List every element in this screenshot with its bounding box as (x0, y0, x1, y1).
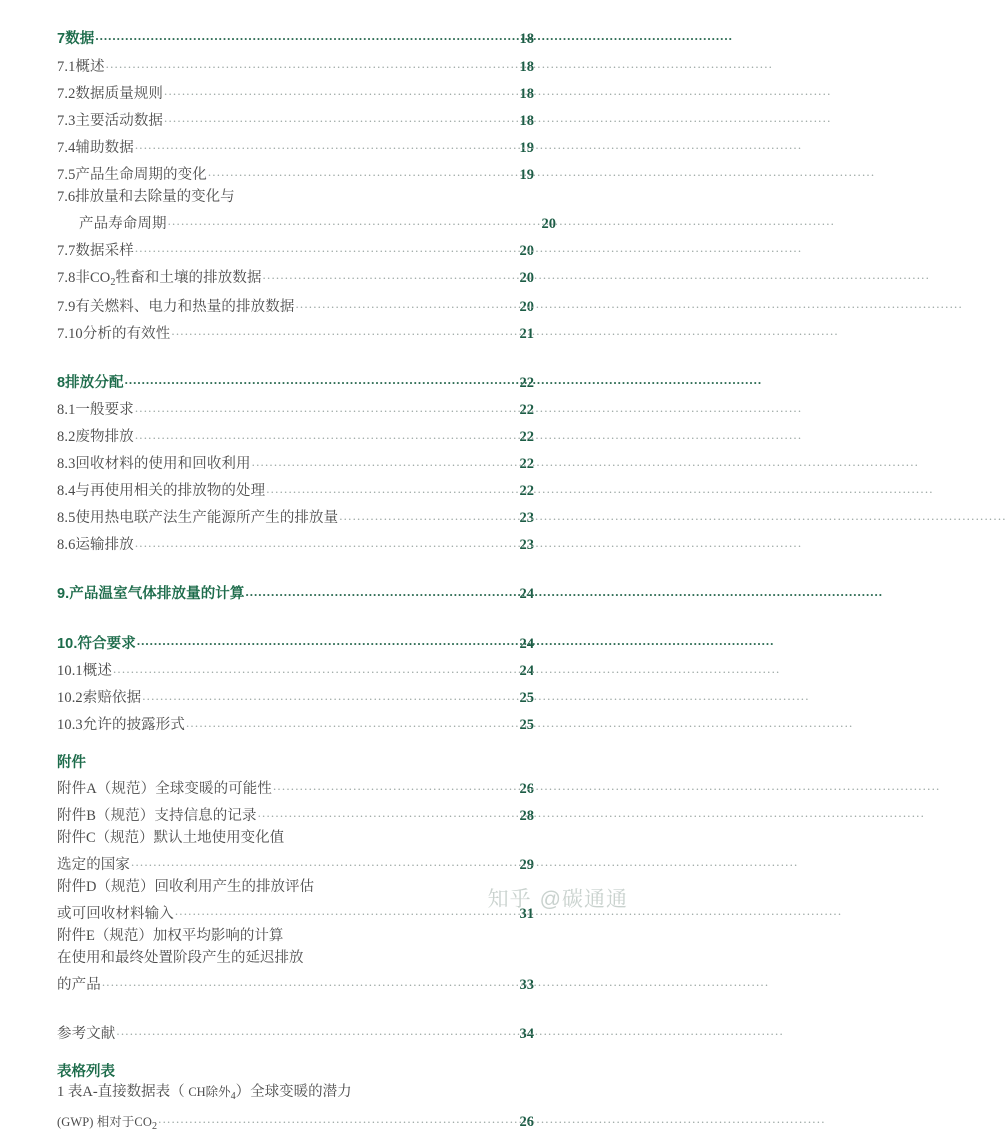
dot-leader (131, 853, 517, 869)
dot-leader (116, 1022, 516, 1038)
toc-entry-label: 10.3允许的披露形式 (57, 717, 185, 734)
label-pre: 7.8非CO (57, 269, 111, 286)
toc-entry-label (57, 271, 262, 288)
toc-entry-7-1[interactable] (57, 55, 534, 75)
section-gap (57, 610, 534, 632)
toc-entry-8-4[interactable] (57, 479, 534, 499)
toc-entry-7-5[interactable] (57, 163, 534, 183)
toc-entry-references[interactable] (57, 1022, 534, 1042)
dot-leader (135, 533, 517, 549)
toc-heading-label: 7数据 (57, 31, 95, 47)
annex-entry-d-line2[interactable] (57, 902, 534, 922)
toc-page-number: 34 (519, 1025, 534, 1042)
toc-entry-8-5[interactable] (57, 506, 534, 526)
dot-leader (208, 163, 517, 179)
toc-page-number: 18 (519, 58, 534, 75)
dot-leader (102, 973, 517, 989)
toc-page-number: 22 (519, 402, 534, 419)
toc-entry-label: 参考文献 (57, 1025, 116, 1042)
annex-title: 附件 (57, 755, 86, 772)
toc-entry-label: 10.2索赔依据 (57, 690, 142, 707)
toc-page-number: 25 (519, 717, 534, 734)
section-gap (57, 349, 534, 371)
toc-heading-10[interactable] (57, 632, 534, 652)
toc-entry-label: 7.1概述 (57, 58, 105, 75)
dot-leader (95, 27, 516, 43)
chemical-subscript: 2 (110, 276, 116, 288)
dot-leader (295, 295, 516, 311)
toc-entry-label: 8.2废物排放 (57, 429, 134, 446)
section-gap (57, 1000, 534, 1022)
annex-entry-e-line2[interactable]: 在使用和最终处置阶段产生的延迟排放 (57, 949, 304, 966)
dot-leader (246, 582, 517, 598)
toc-page-number: 20 (519, 298, 534, 315)
toc-entry-label-cont (57, 1115, 157, 1132)
dot-leader (273, 777, 517, 793)
toc-entry-10-1[interactable] (57, 659, 534, 679)
toc-entry-8-1[interactable] (57, 398, 534, 418)
tables-list-entry-line2[interactable] (57, 1110, 534, 1132)
toc-entry-label: 8.6运输排放 (57, 537, 134, 554)
label-post: 牲畜和土壤的排放数据 (115, 269, 262, 286)
toc-entry-label: 7.3主要活动数据 (57, 112, 164, 129)
toc-entry-7-2[interactable] (57, 82, 534, 102)
dot-leader (258, 804, 517, 820)
toc-entry-label: 7.2数据质量规则 (57, 85, 164, 102)
toc-page-number: 24 (519, 663, 534, 680)
toc-heading-label: 8排放分配 (57, 374, 124, 391)
toc-entry-8-6[interactable] (57, 533, 534, 553)
toc-page-number: 28 (519, 807, 534, 824)
toc-page-number: 24 (519, 586, 534, 603)
toc-entry-7-6-line2[interactable] (57, 212, 556, 232)
toc-entry-label: 7.9有关燃料、电力和热量的排放数据 (57, 298, 295, 315)
tables-list-title: 表格列表 (57, 1063, 115, 1080)
toc-entry-10-3[interactable] (57, 713, 534, 733)
toc-entry-label: 8.3回收材料的使用和回收利用 (57, 456, 251, 473)
annex-entry-c-line1[interactable]: 附件C（规范）默认土地使用变化值 (57, 829, 285, 846)
toc-entry-label-cont: 或可回收材料输入 (57, 905, 174, 922)
section-gap (57, 560, 534, 582)
entry-text-pre: (GWP) 相对于CO (57, 1114, 152, 1129)
toc-page-number: 22 (519, 374, 534, 391)
toc-page-number: 18 (519, 31, 534, 47)
toc-entry-label-cont: 选定的国家 (57, 856, 130, 873)
dot-leader (135, 136, 517, 152)
toc-entry-10-2[interactable] (57, 686, 534, 706)
toc-entry-7-4[interactable] (57, 136, 534, 156)
toc-heading-7[interactable] (57, 27, 534, 47)
toc-page-number: 20 (541, 215, 556, 232)
watermark-handle: @碳通通 (539, 888, 628, 911)
toc-entry-7-7[interactable] (57, 239, 534, 259)
annex-entry-d-line1[interactable]: 附件D（规范）回收利用产生的排放评估 (57, 878, 314, 895)
toc-entry-7-10[interactable] (57, 322, 534, 342)
toc-entry-label: 附件A（规范）全球变暖的可能性 (57, 780, 272, 797)
toc-page-number: 21 (519, 325, 534, 342)
dot-leader (168, 212, 539, 228)
dot-leader (142, 686, 516, 702)
toc-page-number: 29 (519, 856, 534, 873)
toc-entry-label: 8.5使用热电联产法生产能源所产生的排放量 (57, 510, 339, 527)
dot-leader (171, 322, 516, 338)
toc-entry-7-3[interactable] (57, 109, 534, 129)
annex-entry-a[interactable] (57, 777, 534, 797)
toc-page-number: 19 (519, 139, 534, 156)
toc-entry-7-8[interactable] (57, 266, 534, 288)
toc-entry-7-6-line1[interactable]: 7.6排放量和去除量的变化与 (57, 188, 235, 205)
toc-entry-label: 7.4辅助数据 (57, 139, 134, 156)
entry-text-pre: 1 表A-直接数据表（ (57, 1084, 189, 1101)
toc-page-number: 22 (519, 429, 534, 446)
dot-leader (186, 713, 517, 729)
dot-leader (266, 479, 516, 495)
annex-entry-e-line1[interactable]: 附件E（规范）加权平均影响的计算 (57, 927, 284, 944)
toc-page-number: 18 (519, 85, 534, 102)
toc-entry-label: 10.1概述 (57, 663, 112, 680)
dot-leader (164, 109, 516, 125)
dot-leader (158, 1110, 516, 1126)
dot-leader (135, 239, 517, 255)
toc-page-number: 19 (519, 166, 534, 183)
dot-leader (263, 266, 517, 282)
toc-page-number: 23 (519, 537, 534, 554)
table-of-contents (57, 27, 556, 1139)
chemical-subscript: 4 (230, 1091, 236, 1103)
toc-heading-label: 9.产品温室气体排放量的计算 (57, 586, 245, 603)
toc-page-number: 22 (519, 483, 534, 500)
dot-leader (135, 398, 517, 414)
toc-entry-label-cont: 产品寿命周期 (79, 215, 167, 232)
annex-entry-c-line2[interactable] (57, 853, 534, 873)
dot-leader (164, 82, 516, 98)
entry-chem: CH除外 (188, 1085, 231, 1100)
toc-entry-label: 7.10分析的有效性 (57, 325, 171, 342)
dot-leader (125, 371, 517, 387)
toc-entry-label: 8.4与再使用相关的排放物的处理 (57, 483, 266, 500)
dot-leader (106, 55, 517, 71)
toc-entry-label-cont: 的产品 (57, 976, 101, 993)
toc-page-number: 26 (519, 1113, 534, 1130)
toc-page-number: 24 (519, 635, 534, 652)
dot-leader (252, 452, 517, 468)
dot-leader (339, 506, 516, 522)
toc-page-number: 25 (519, 690, 534, 707)
annex-entry-e-line3[interactable] (57, 973, 534, 993)
chemical-subscript: 2 (151, 1120, 158, 1132)
section-gap (57, 740, 534, 756)
toc-entry-8-3[interactable] (57, 452, 534, 472)
toc-entry-label: 7.7数据采样 (57, 242, 134, 259)
entry-text-post: ）全球变暖的潜力 (235, 1084, 352, 1101)
toc-entry-7-9[interactable] (57, 295, 534, 315)
toc-page-number: 22 (519, 456, 534, 473)
toc-entry-8-2[interactable] (57, 425, 534, 445)
dot-leader (135, 425, 517, 441)
toc-heading-8[interactable] (57, 371, 534, 391)
toc-entry-label: 7.5产品生命周期的变化 (57, 166, 207, 183)
toc-heading-9[interactable] (57, 582, 534, 602)
annex-entry-b[interactable] (57, 804, 534, 824)
dot-leader (137, 632, 517, 648)
toc-heading-label: 10.符合要求 (57, 635, 136, 652)
tables-list-entry-line1[interactable] (57, 1085, 534, 1102)
toc-page-number: 33 (519, 976, 534, 993)
toc-page-number: 20 (519, 269, 534, 286)
section-gap (57, 1049, 534, 1065)
toc-entry-label: 附件B（规范）支持信息的记录 (57, 807, 257, 824)
zhihu-logo-text: 知乎 (487, 888, 532, 911)
watermark (488, 883, 628, 913)
toc-page-number: 23 (519, 510, 534, 527)
toc-page-number: 26 (519, 780, 534, 797)
toc-page-number: 20 (519, 242, 534, 259)
toc-page-number: 31 (519, 905, 534, 922)
toc-entry-label: 8.1一般要求 (57, 402, 134, 419)
dot-leader (175, 902, 517, 918)
dot-leader (113, 659, 517, 675)
toc-page-number: 18 (519, 112, 534, 129)
